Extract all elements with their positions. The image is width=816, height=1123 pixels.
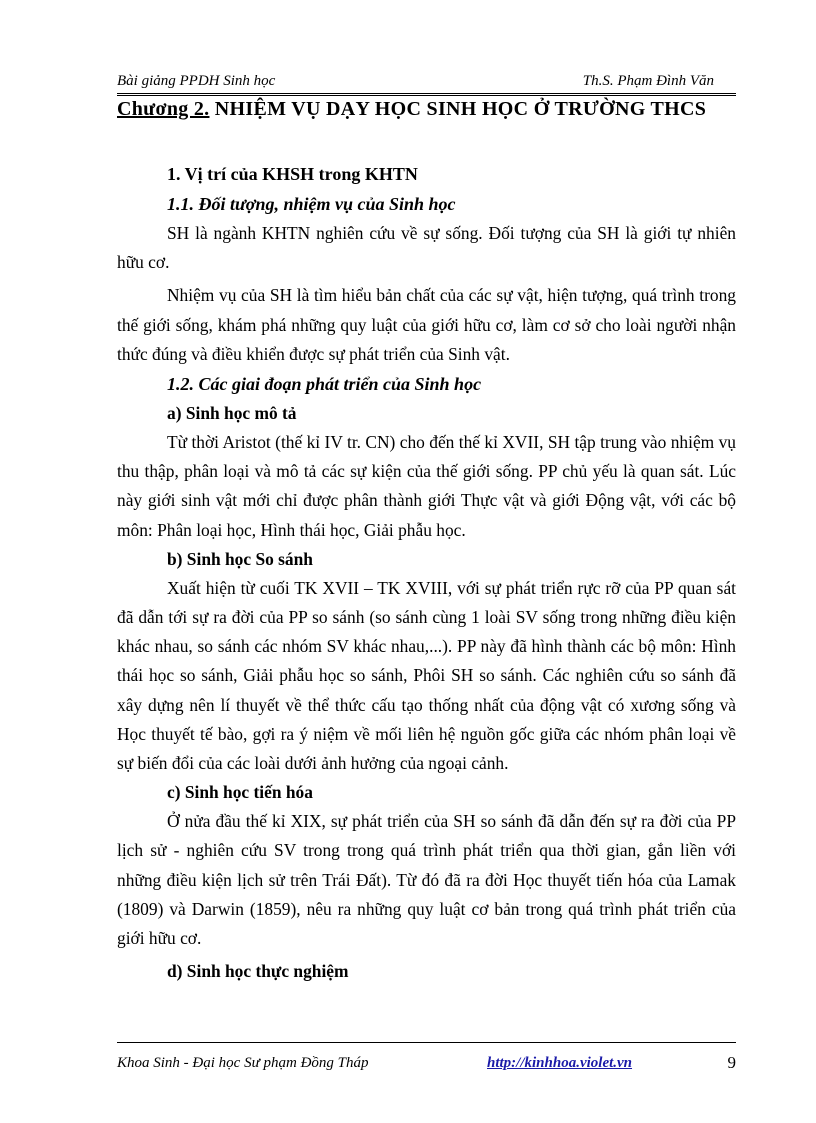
page-content: [117, 92, 736, 986]
footer-institution: Khoa Sinh - Đại học Sư phạm Đồng Tháp: [117, 1055, 369, 1071]
paragraph: Từ thời Aristot (thế kỉ IV tr. CN) cho đến thế kỉ XVII, SH tập trung vào nhiệm vụ thu thập, phân loại và mô tả các sự kiện của thế giới sống. PP chủ yếu là quan sát. Lúc này giới sinh vật mới chỉ được phân thành giới Thực vật và giới Động vật, với các bộ môn: Phân loại học, Hình thái học, Giải phẫu học.: [117, 432, 736, 540]
section-1-2-heading: 1.2. Các giai đoạn phát triển của Sinh học: [167, 374, 482, 395]
subsection-a-heading: a) Sinh học mô tả: [167, 403, 297, 424]
footer-website-link[interactable]: http://kinhhoa.violet.vn: [487, 1055, 633, 1071]
page-number: 9: [727, 1053, 736, 1072]
subsection-d-heading: d) Sinh học thực nghiệm: [167, 961, 349, 982]
chapter-heading: NHIỆM VỤ DẠY HỌC SINH HỌC Ở TRƯỜNG THCS: [209, 98, 707, 120]
subsection-c-heading: c) Sinh học tiến hóa: [167, 782, 313, 803]
page-footer: [117, 1055, 736, 1077]
paragraph: SH là ngành KHTN nghiên cứu về sự sống. Đối tượng của SH là giới tự nhiên hữu cơ.: [117, 223, 736, 273]
section-1-1-heading: 1.1. Đối tượng, nhiệm vụ của Sinh học: [167, 194, 456, 214]
paragraph: Ở nửa đầu thế kỉ XIX, sự phát triển của SH so sánh đã dẫn đến sự ra đời của PP lịch sử - nghiên cứu SV trong trong quá trình phát triển qua thời gian, gắn liền với những điều kiện lịch sử trên Trái Đất). Từ đó đã ra đời Học thuyết tiến hóa của Lamak (1809) và Darwin (1859), nêu ra những quy luật cơ bản trong quá trình phát triển của giới hữu cơ.: [117, 811, 736, 949]
paragraph: Xuất hiện từ cuối TK XVII – TK XVIII, với sự phát triển rực rỡ của PP quan sát đã dẫn tới sự ra đời của PP so sánh (so sánh cùng 1 loài SV sống trong những điều kiện khác nhau, so sánh các nhóm SV khác nhau,...). PP này đã hình thành các bộ môn: Hình thái học so sánh, Giải phẫu học so sánh, Phôi SH so sánh. Các nghiên cứu so sánh đã xây dựng nên lí thuyết về thể thức cấu tạo thống nhất của động vật có xương sống và Học thuyết tế bào, gợi ra ý niệm về mối liên hệ nguồn gốc giữa các nhóm phân loại về sự biến đổi của các loài dưới ảnh hưởng của ngoại cảnh.: [117, 577, 736, 774]
section-1-heading: 1. Vị trí của KHSH trong KHTN: [167, 164, 418, 184]
paragraph: Nhiệm vụ của SH là tìm hiểu bản chất của các sự vật, hiện tượng, quá trình trong thế giới sống, khám phá những quy luật của giới hữu cơ, làm cơ sở cho loài người nhận thức đúng và điều khiển được sự phát triển của Sinh vật.: [117, 285, 736, 364]
header-course-title: Bài giảng PPDH Sinh học: [117, 73, 276, 89]
chapter-number: Chương 2.: [117, 98, 210, 120]
header-author: Th.S. Phạm Đình Văn: [582, 73, 714, 89]
subsection-b-heading: b) Sinh học So sánh: [167, 548, 313, 569]
footer-divider: [117, 1042, 736, 1043]
chapter-title: [117, 92, 736, 126]
